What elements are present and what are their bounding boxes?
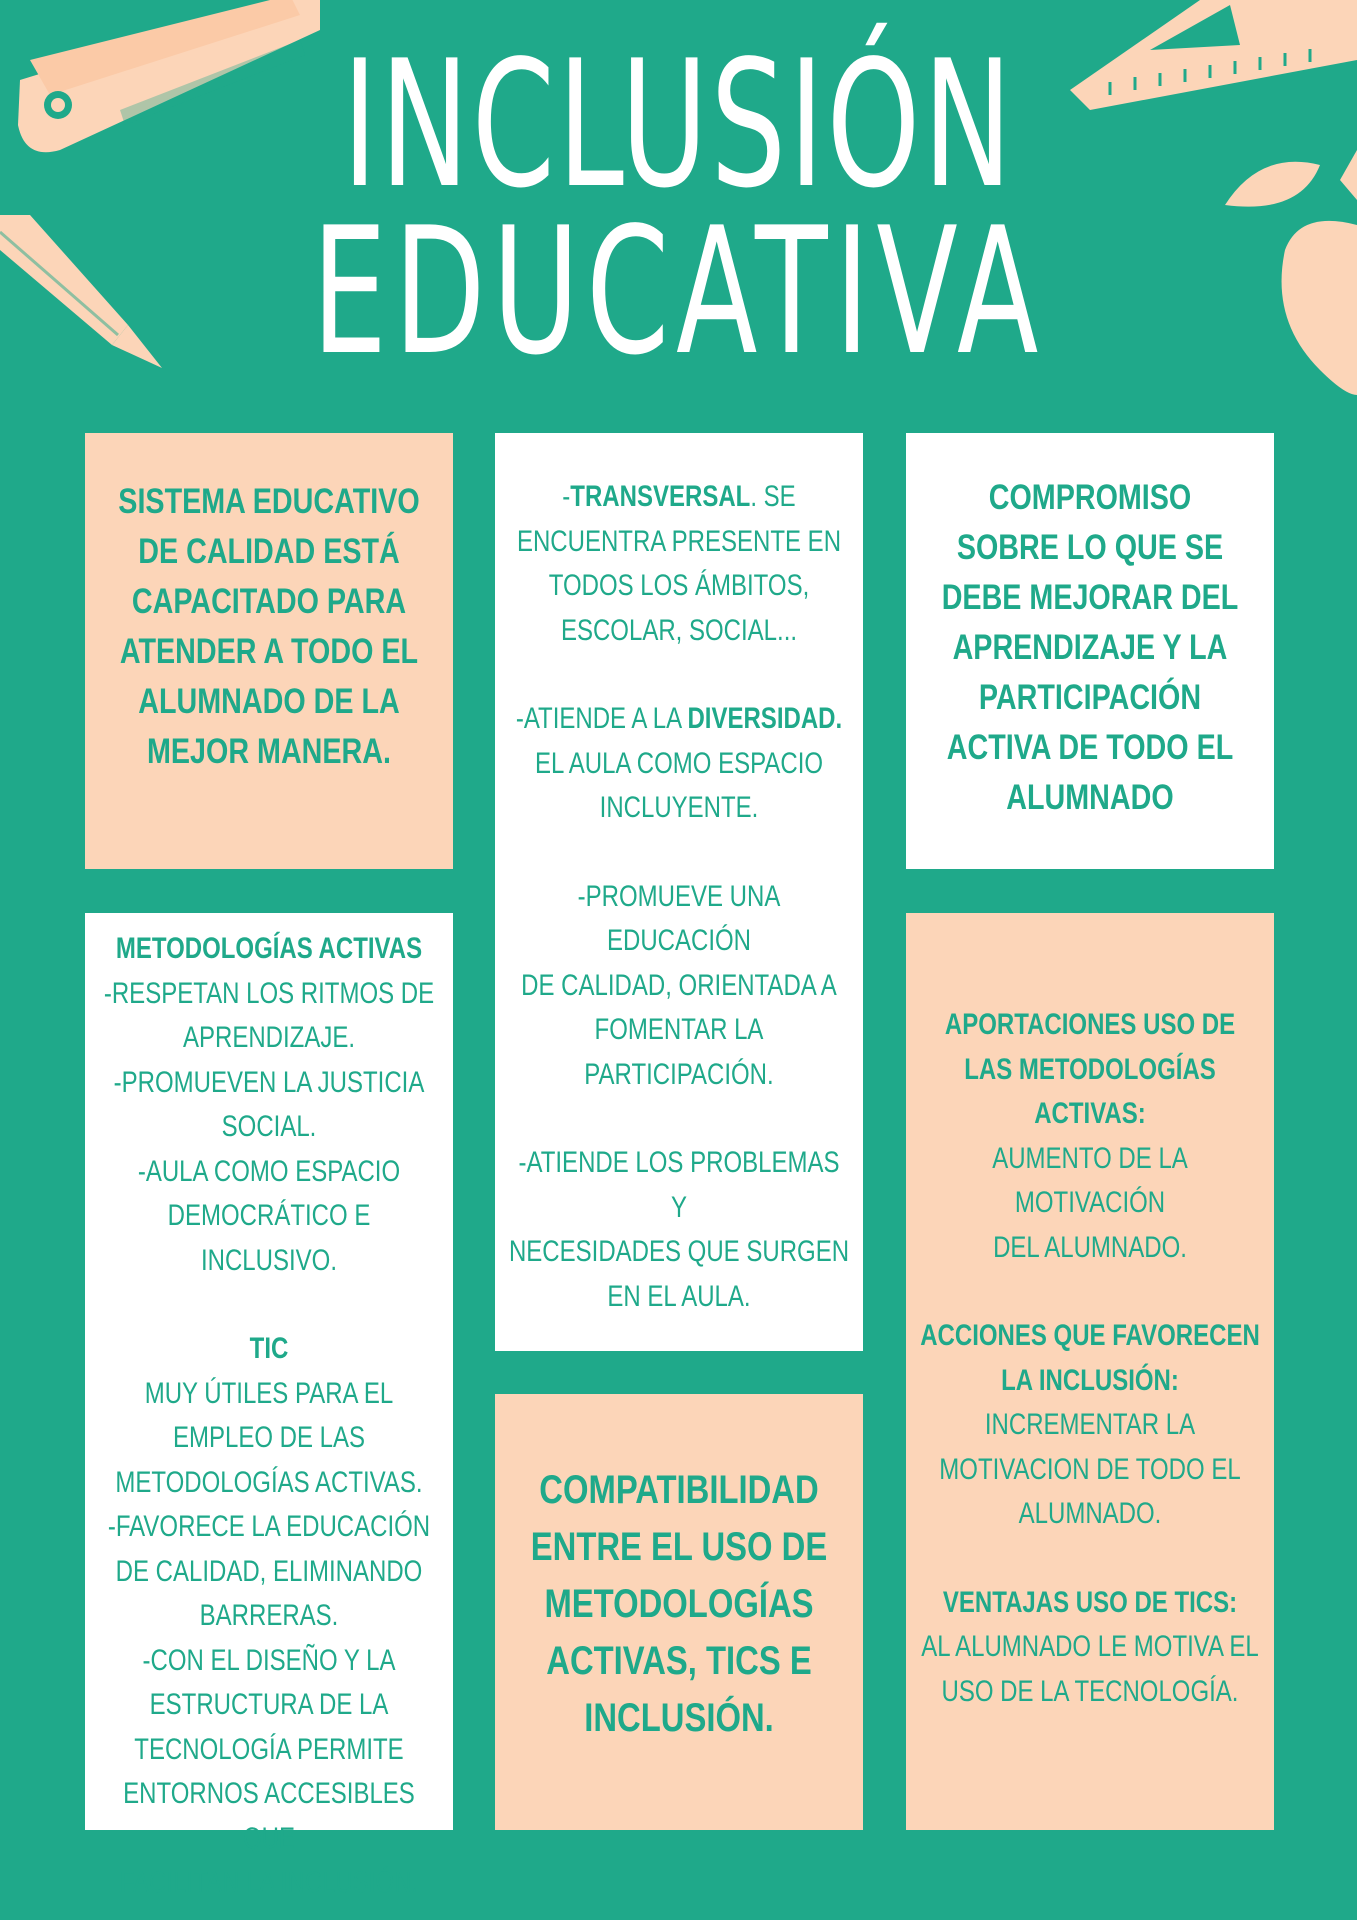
text-line: MEJOR MANERA. — [147, 732, 391, 771]
card-sistema-educativo — [85, 433, 453, 869]
card-compromiso — [906, 433, 1274, 869]
card-metodologias-text — [98, 927, 440, 1906]
text-line: ENTRE EL USO DE — [530, 1525, 828, 1569]
page-title-line1: INCLUSIÓN — [342, 24, 1015, 227]
card-transversal-text — [508, 475, 850, 1319]
text-line: COMPROMISO — [988, 478, 1192, 517]
section-heading: LA INCLUSIÓN: — [1001, 1363, 1179, 1397]
text-line: SISTEMA EDUCATIVO — [118, 482, 420, 521]
text-line: ENCUENTRA PRESENTE EN — [516, 524, 842, 558]
text-line: BARRERAS. — [199, 1599, 339, 1632]
section-heading: LAS METODOLOGÍAS — [964, 1052, 1216, 1086]
section-heading: TIC — [249, 1332, 289, 1365]
text-line: SOBRE LO QUE SE — [956, 528, 1224, 567]
text-line — [508, 697, 850, 742]
text-line: ALUMNADO — [1006, 778, 1174, 817]
pencil-icon — [0, 215, 162, 368]
text-line: DE CALIDAD ESTÁ — [138, 532, 400, 571]
text-line: EN EL AULA. — [607, 1279, 751, 1313]
text-line: DE CALIDAD, ELIMINANDO — [115, 1554, 423, 1588]
text-line: ACTIVA DE TODO EL — [946, 728, 1234, 767]
text-line: EL AULA COMO ESPACIO — [534, 746, 824, 780]
text-line: -RESPETAN LOS RITMOS DE — [103, 976, 435, 1010]
text-line: METODOLOGÍAS ACTIVAS. — [115, 1465, 423, 1499]
text-line: MUY ÚTILES PARA EL — [144, 1376, 394, 1410]
text-fragment: . SE — [750, 480, 796, 513]
text-fragment: - — [562, 480, 571, 513]
text-line: USO DE LA TECNOLOGÍA. — [941, 1674, 1239, 1708]
text-line: DEBE MEJORAR DEL — [941, 578, 1239, 617]
text-line: INCLUYENTE. — [599, 791, 759, 824]
text-line: -PROMUEVEN LA JUSTICIA — [113, 1065, 425, 1099]
text-line: TECNOLOGÍA PERMITE — [134, 1732, 404, 1766]
text-line: AUMENTO DE LA MOTIVACIÓN — [992, 1141, 1188, 1219]
text-line: DEL ALUMNADO. — [993, 1230, 1187, 1264]
text-line: METODOLOGÍAS — [544, 1582, 814, 1626]
text-bold: TRANSVERSAL — [570, 480, 751, 513]
text-line: ESCOLAR, SOCIAL... — [560, 613, 798, 647]
text-line: ESTRUCTURA DE LA — [149, 1688, 389, 1721]
text-line: APRENDIZAJE Y LA — [952, 628, 1228, 667]
text-line: FOMENTAR LA — [594, 1013, 764, 1046]
text-line: EMPLEO DE LAS — [172, 1421, 366, 1454]
text-line: -PROMUEVE UNA EDUCACIÓN — [577, 879, 781, 957]
text-line: -ATIENDE LOS PROBLEMAS Y — [518, 1146, 840, 1224]
text-line: ALUMNADO DE LA — [138, 682, 400, 721]
section-heading: APORTACIONES USO DE — [944, 1008, 1236, 1041]
section-heading: METODOLOGÍAS ACTIVAS — [115, 932, 423, 965]
text-bold: DIVERSIDAD. — [687, 702, 843, 735]
text-line: ACTIVAS, TICS E — [546, 1639, 812, 1683]
card-compromiso-text — [915, 473, 1266, 823]
text-line: PARTICIPACIÓN. — [584, 1057, 774, 1091]
card-aportaciones-text — [919, 1003, 1261, 1714]
text-line: ALUMNADO. — [1018, 1497, 1162, 1530]
text-line: -FAVORECE LA EDUCACIÓN — [107, 1510, 431, 1543]
text-line: INCLUSIÓN. — [584, 1696, 774, 1740]
text-line: DE CALIDAD, ORIENTADA A — [521, 968, 837, 1002]
text-line: FACILITAN LA INCLUSIÓN. — [119, 1866, 419, 1899]
section-heading: ACCIONES QUE FAVORECEN — [920, 1319, 1260, 1352]
page-title-line2: EDUCATIVA — [311, 191, 1046, 394]
text-line: -AULA COMO ESPACIO — [137, 1154, 401, 1188]
card-compatibilidad-text — [504, 1462, 855, 1747]
text-line: APRENDIZAJE. — [182, 1021, 356, 1054]
text-line: AL ALUMNADO LE MOTIVA EL — [921, 1630, 1259, 1663]
text-line: ENTORNOS ACCESIBLES QUE — [123, 1777, 415, 1855]
section-heading: ACTIVAS: — [1034, 1097, 1146, 1130]
section-heading: VENTAJAS USO DE TICS: — [942, 1585, 1238, 1619]
text-line: INCREMENTAR LA — [984, 1408, 1196, 1441]
text-line: MOTIVACION DE TODO EL — [939, 1452, 1241, 1486]
text-line: TODOS LOS ÁMBITOS, — [548, 569, 810, 602]
text-line: PARTICIPACIÓN — [978, 678, 1202, 717]
text-line — [508, 475, 850, 520]
card-transversal — [495, 433, 863, 1351]
text-line: -CON EL DISEÑO Y LA — [142, 1643, 396, 1677]
card-sistema-text — [94, 477, 445, 777]
card-compatibilidad — [495, 1394, 863, 1830]
text-line: CAPACITADO PARA — [131, 582, 407, 621]
apple-icon — [1225, 150, 1357, 395]
text-fragment: -ATIENDE A LA — [515, 702, 688, 735]
text-line: ATENDER A TODO EL — [119, 632, 419, 671]
text-line: SOCIAL. — [221, 1110, 317, 1143]
text-line: COMPATIBILIDAD — [539, 1468, 819, 1512]
text-line: NECESIDADES QUE SURGEN — [508, 1235, 850, 1268]
text-line: DEMOCRÁTICO E INCLUSIVO. — [167, 1199, 371, 1277]
card-aportaciones — [906, 913, 1274, 1830]
card-metodologias-tic — [85, 913, 453, 1899]
